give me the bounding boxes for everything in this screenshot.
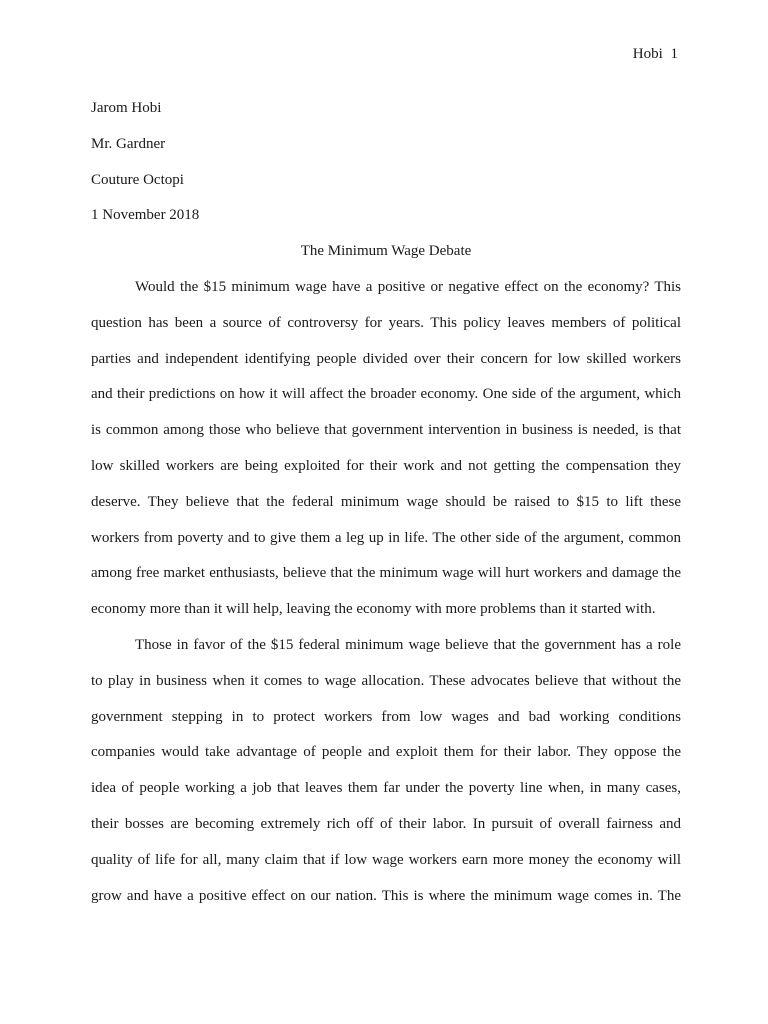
paragraph-line: is common among those who believe that government intervention in business is needed, is that <box>91 422 681 439</box>
paragraph-line: idea of people working a job that leaves them far under the poverty line when, in many cases, <box>91 780 681 797</box>
paragraph-line: companies would take advantage of people and exploit them for their labor. They oppose the <box>91 744 681 761</box>
paragraph-line: deserve. They believe that the federal minimum wage should be raised to $15 to lift these <box>91 493 681 510</box>
paragraph-line: Those in favor of the $15 federal minimum wage believe that the government has a role <box>135 636 681 653</box>
heading-date: 1 November 2018 <box>91 207 200 224</box>
paragraph-line: low skilled workers are being exploited for their work and not getting the compensation they <box>91 457 681 474</box>
heading-course: Couture Octopi <box>91 171 184 188</box>
paragraph-line: among free market enthusiasts, believe that the minimum wage will hurt workers and damage the <box>91 565 681 582</box>
paragraph-line: government stepping in to protect workers from low wages and bad working conditions <box>91 708 681 725</box>
paragraph-2 <box>91 628 681 914</box>
paragraph-line: Would the $15 minimum wage have a positive or negative effect on the economy? This <box>135 278 681 295</box>
paragraph-line: parties and independent identifying people divided over their concern for low skilled workers <box>91 350 681 367</box>
running-header <box>633 44 678 64</box>
paragraph-line: quality of life for all, many claim that if low wage workers earn more money the economy will <box>91 851 681 868</box>
paragraph-line: question has been a source of controversy for years. This policy leaves members of political <box>91 314 681 331</box>
paragraph-line: to play in business when it comes to wage allocation. These advocates believe that without the <box>91 672 681 689</box>
paragraph-1 <box>91 270 681 628</box>
paragraph-line: and their predictions on how it will affect the broader economy. One side of the argument, which <box>91 386 681 403</box>
document-body <box>91 91 681 914</box>
paragraph-line: their bosses are becoming extremely rich off of their labor. In pursuit of overall fairness and <box>91 815 681 832</box>
header-surname: Hobi <box>632 46 663 62</box>
paragraph-line: grow and have a positive effect on our nation. This is where the minimum wage comes in. The <box>91 887 681 904</box>
page-number: 1 <box>670 46 678 62</box>
paragraph-line: workers from poverty and to give them a leg up in life. The other side of the argument, common <box>91 529 681 546</box>
heading-instructor: Mr. Gardner <box>91 135 166 152</box>
essay-title: The Minimum Wage Debate <box>300 243 472 260</box>
paragraph-line: economy more than it will help, leaving the economy with more problems than it started with. <box>91 601 656 618</box>
heading-author: Jarom Hobi <box>91 100 162 116</box>
